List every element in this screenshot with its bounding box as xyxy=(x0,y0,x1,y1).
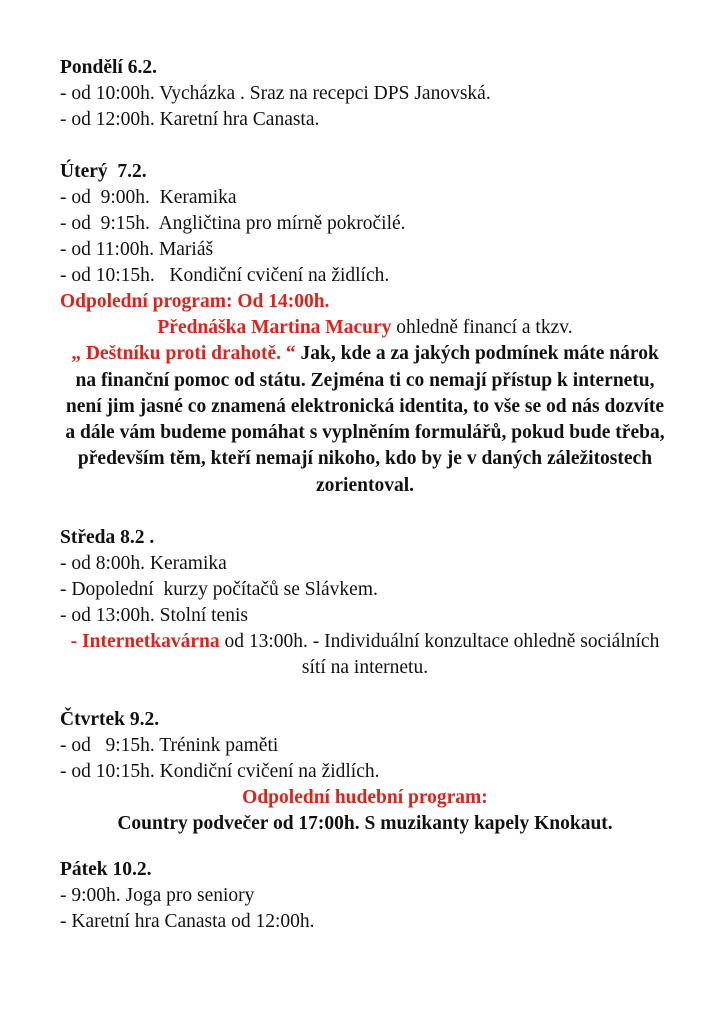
spacer xyxy=(60,499,670,525)
day-title-wednesday: Středa 8.2 . xyxy=(60,527,155,549)
day-title-tuesday: Úterý 7.2. xyxy=(60,161,147,182)
lecture-description xyxy=(60,315,670,499)
program-item: - od 8:00h. Keramika xyxy=(60,553,227,575)
spacer xyxy=(60,837,670,857)
program-item: - od 10:15h. Kondiční cvičení na židlích. xyxy=(60,761,380,783)
music-program-label: Odpolední hudební program: xyxy=(242,787,488,809)
program-item: - od 10:00h. Vycházka . Sraz na recepci DPS Janovská. xyxy=(60,83,491,104)
weekly-program xyxy=(60,55,670,935)
spacer xyxy=(60,133,670,159)
program-item: - od 13:00h. Stolní tenis xyxy=(60,605,248,627)
program-item: - od 9:15h. Angličtina pro mírně pokročilé. xyxy=(60,213,406,234)
program-item: - 9:00h. Joga pro seniory xyxy=(60,885,255,907)
program-item: - od 10:15h. Kondiční cvičení na židlích. xyxy=(60,265,390,286)
day-title-monday: Pondělí 6.2. xyxy=(60,57,157,78)
day-title-friday: Pátek 10.2. xyxy=(60,859,152,881)
lecture-quote: „ Deštníku proti drahotě. “ xyxy=(71,343,296,365)
program-item: - od 12:00h. Karetní hra Canasta. xyxy=(60,109,320,130)
program-item: - od 9:00h. Keramika xyxy=(60,187,237,208)
internet-cafe-label: - Internetkavárna xyxy=(70,631,220,653)
program-item: - od 9:15h. Trénink paměti xyxy=(60,735,279,757)
concert-description: Country podvečer od 17:00h. S muzikanty kapely Knokaut. xyxy=(117,813,613,835)
day-title-thursday: Čtvrtek 9.2. xyxy=(60,709,160,731)
internet-cafe-text: od 13:00h. - Individuální konzultace ohledně sociálních sítí na internetu. xyxy=(219,631,660,679)
lecture-body: Jak, kde a za jakých podmínek máte nárok na finanční pomoc od státu. Zejména ti co nemají přístup k internetu, není jim jasné co znamená elektronická identita, to vše se od nás dozvíte a dále vám budeme pomáhat s vyplněním formulářů, pokud bude třeba, především těm, kteří nemají nikoho, kdo by je v daných záležitostech zorientoval. xyxy=(65,343,665,496)
internet-cafe-item xyxy=(60,629,670,681)
lecture-topic-intro: ohledně financí a tkzv. xyxy=(391,317,573,338)
spacer xyxy=(60,681,670,707)
program-item: - od 11:00h. Mariáš xyxy=(60,239,214,260)
program-item: - Dopolední kurzy počítačů se Slávkem. xyxy=(60,579,378,601)
afternoon-program-label: Odpolední program: Od 14:00h. xyxy=(60,291,330,312)
program-item: - Karetní hra Canasta od 12:00h. xyxy=(60,911,315,933)
lecture-speaker: Přednáška Martina Macury xyxy=(157,317,392,338)
